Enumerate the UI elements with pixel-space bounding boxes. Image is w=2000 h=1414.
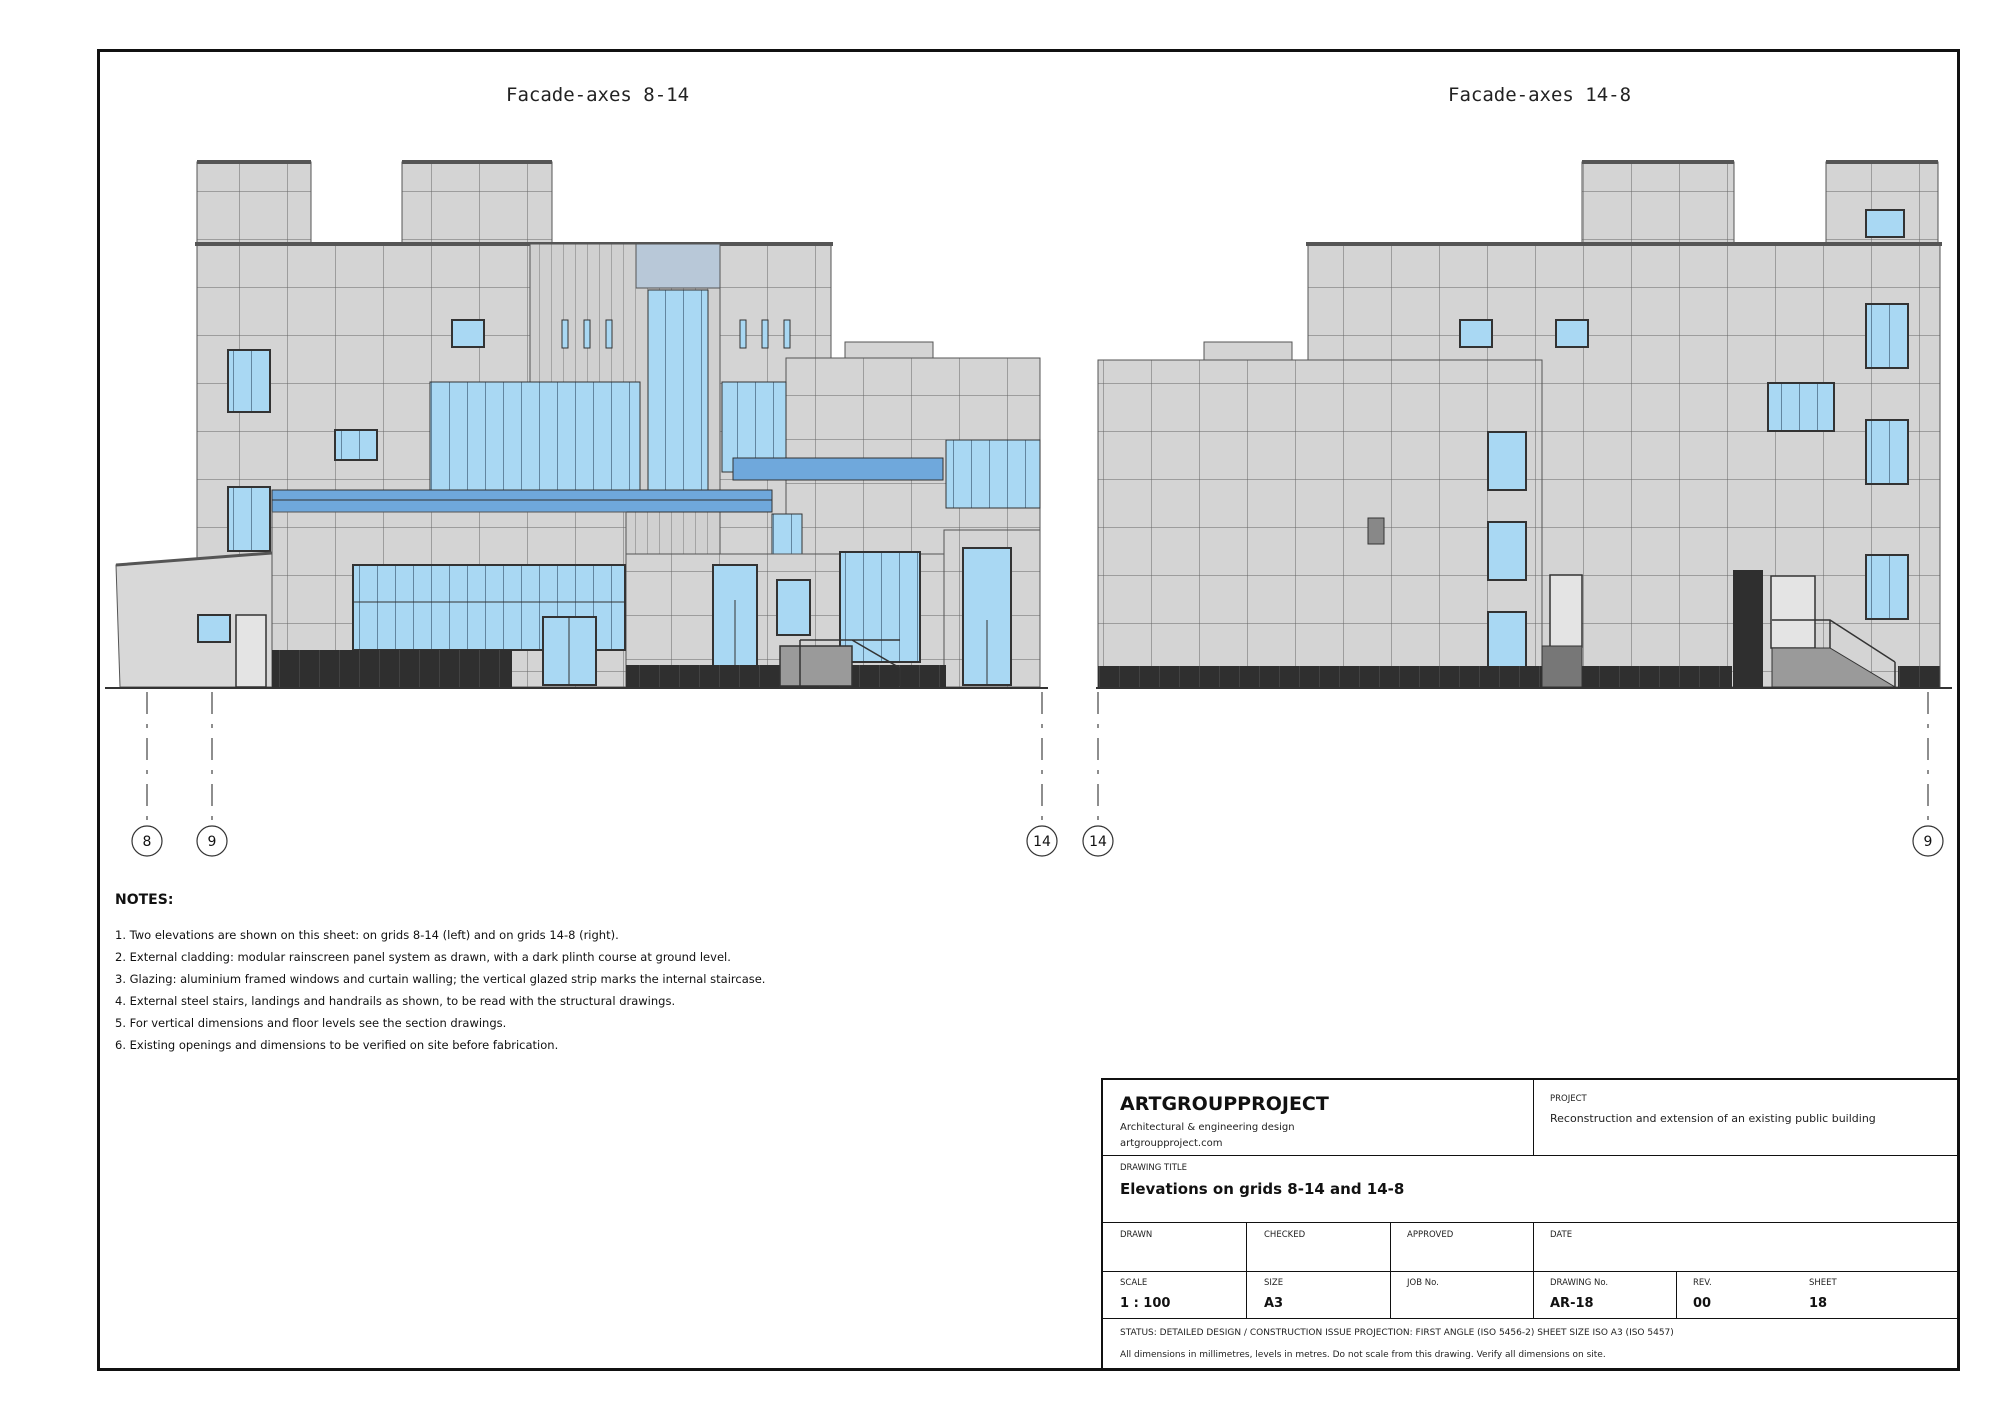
- sheet-value: 18: [1809, 1296, 1828, 1311]
- grid-marker-8-label: 8: [142, 834, 152, 850]
- drawing-number-label: DRAWING No.: [1550, 1278, 1609, 1288]
- status-line: STATUS: DETAILED DESIGN / CONSTRUCTION ISSUE PROJECTION: FIRST ANGLE (ISO 5456-2) SHEET SIZE ISO A3 (ISO 5457): [1120, 1328, 1674, 1338]
- notes-title: NOTES:: [115, 892, 174, 908]
- note-item: 4. External steel stairs, landings and handrails as shown, to be read with the structural drawings.: [115, 994, 676, 1008]
- approved-label: APPROVED: [1407, 1230, 1454, 1240]
- grid-marker-14-right-label: 14: [1089, 834, 1107, 850]
- note-item: 2. External cladding: modular rainscreen panel system as drawn, with a dark plinth course at ground level.: [115, 950, 731, 964]
- note-item: 3. Glazing: aluminium framed windows and curtain walling; the vertical glazed strip marks the internal staircase.: [115, 972, 766, 986]
- project-label: PROJECT: [1550, 1094, 1587, 1104]
- grid-marker-9-right-label: 9: [1923, 834, 1933, 850]
- scale-label: SCALE: [1120, 1278, 1148, 1288]
- note-item: 5. For vertical dimensions and floor levels see the section drawings.: [115, 1016, 507, 1030]
- job-number-label: JOB No.: [1407, 1278, 1439, 1288]
- title-block: [1101, 1078, 1960, 1371]
- notes-section: [115, 892, 1115, 1056]
- date-label: DATE: [1550, 1230, 1573, 1240]
- checked-label: CHECKED: [1264, 1230, 1306, 1240]
- drawing-title: Elevations on grids 8-14 and 14-8: [1120, 1180, 1405, 1198]
- sheet-label: SHEET: [1809, 1278, 1837, 1288]
- note-item: 1. Two elevations are shown on this sheet: on grids 8-14 (left) and on grids 14-8 (right).: [115, 928, 619, 942]
- drawing-number-value: AR-18: [1550, 1296, 1594, 1311]
- project-name: Reconstruction and extension of an existing public building: [1550, 1112, 1876, 1125]
- size-value: A3: [1264, 1296, 1284, 1311]
- drawing-title-label: DRAWING TITLE: [1120, 1163, 1188, 1173]
- firm-name: ARTGROUPPROJECT: [1120, 1093, 1329, 1115]
- note-item: 6. Existing openings and dimensions to be verified on site before fabrication.: [115, 1038, 559, 1052]
- firm-website: artgroupproject.com: [1120, 1138, 1223, 1149]
- grid-marker-14-left-label: 14: [1033, 834, 1051, 850]
- dimensions-note: All dimensions in millimetres, levels in metres. Do not scale from this drawing. Verify all dimensions on site.: [1120, 1350, 1606, 1360]
- firm-subtitle: Architectural & engineering design: [1120, 1122, 1295, 1133]
- grid-marker-9-label: 9: [207, 834, 217, 850]
- drawn-label: DRAWN: [1120, 1230, 1153, 1240]
- right-elevation-title: Facade-axes 14-8: [1448, 84, 1632, 106]
- left-elevation-title: Facade-axes 8-14: [506, 84, 690, 106]
- revision-label: REV.: [1693, 1278, 1712, 1288]
- scale-value: 1 : 100: [1120, 1296, 1171, 1311]
- size-label: SIZE: [1264, 1278, 1284, 1288]
- revision-value: 00: [1693, 1296, 1712, 1311]
